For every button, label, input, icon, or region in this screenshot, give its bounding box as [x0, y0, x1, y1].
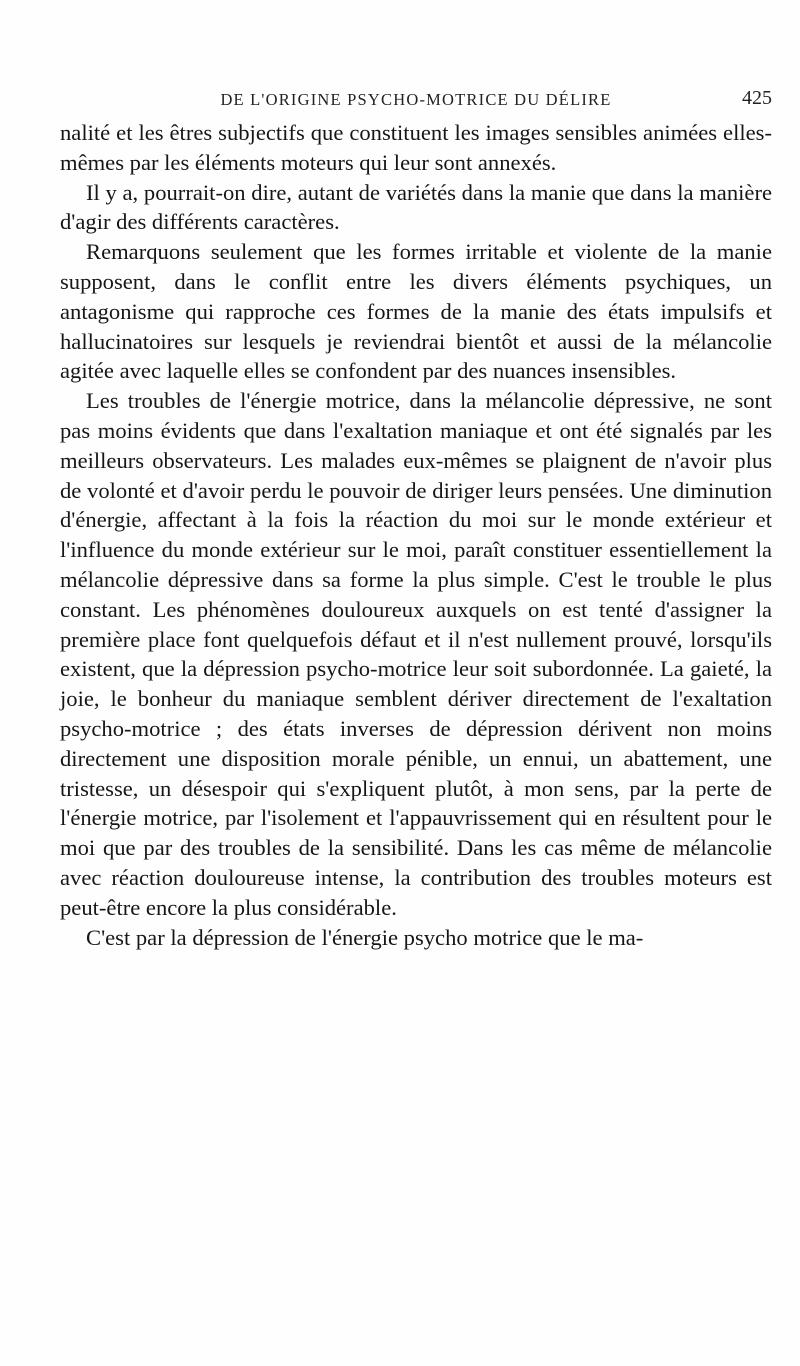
body-text — [60, 118, 772, 952]
running-title: DE L'ORIGINE PSYCHO-MOTRICE DU DÉLIRE — [220, 90, 612, 109]
paragraph: Il y a, pourrait-on dire, autant de variétés dans la manie que dans la manière d'agir des différents caractères. — [60, 179, 772, 235]
page-number: 425 — [742, 87, 772, 109]
paragraph: Remarquons seulement que les formes irritable et violente de la manie supposent, dans le conflit entre les divers éléments psychiques, un antagonisme qui rapproche ces formes de la manie des états impulsifs et hallucinatoires sur lesquels je reviendrai bientôt et aussi de la mélancolie agitée avec laquelle elles se confondent par des nuances insensibles. — [60, 239, 772, 384]
paragraph: Les troubles de l'énergie motrice, dans la mélancolie dépressive, ne sont pas moins évidents que dans l'exaltation maniaque et ont été signalés par les meilleurs observateurs. Les malades eux-mêmes se plaignent de n'avoir plus de volonté et d'avoir perdu le pouvoir de diriger leurs pensées. Une diminution d'énergie, affectant à la fois la réaction du moi sur le monde extérieur et l'influence du monde extérieur sur le moi, paraît constituer essentiellement la mélancolie dépressive dans sa forme la plus simple. C'est le trouble le plus constant. Les phénomènes douloureux auxquels on est tenté d'assigner la première place font quelquefois défaut et il n'est nullement prouvé, lorsqu'ils existent, que la dépression psycho-motrice leur soit subordonnée. La gaieté, la joie, le bonheur du maniaque semblent dériver directement de l'exaltation psycho-motrice ; des états inverses de dépression dérivent non moins directement une disposition morale pénible, un ennui, un abattement, une tristesse, un désespoir qui s'expliquent plutôt, à mon sens, par la perte de l'énergie motrice, par l'isolement et l'appauvrissement qui en résultent pour le moi que par des troubles de la sensibilité. Dans les cas même de mélancolie avec réaction douloureuse intense, la contribution des troubles moteurs est peut-être encore la plus considérable. — [60, 388, 772, 920]
running-head — [60, 84, 772, 114]
paragraph-continued: nalité et les êtres subjectifs que constituent les images sensibles animées elles-mêmes par les éléments moteurs qui leur sont annexés. — [60, 120, 772, 175]
paragraph-last: C'est par la dépression de l'énergie psycho motrice que le ma- — [86, 924, 644, 950]
